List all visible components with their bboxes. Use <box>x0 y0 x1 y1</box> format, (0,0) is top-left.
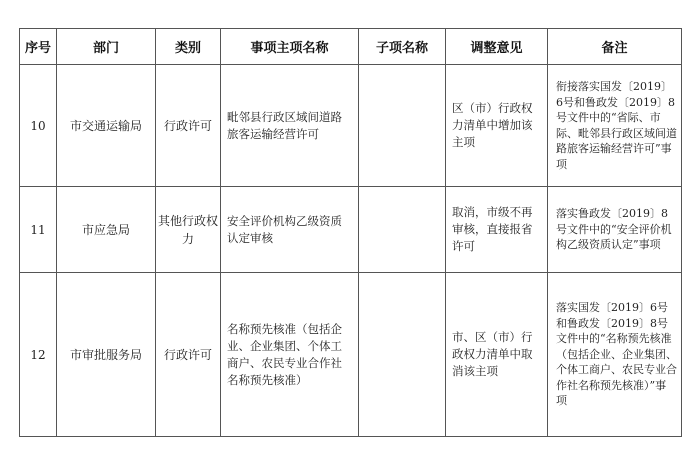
cell-no: 10 <box>20 65 57 187</box>
header-category: 类别 <box>156 29 221 65</box>
table-header-row <box>20 29 682 65</box>
cell-note: 落实鲁政发〔2019〕8号文件中的“安全评价机构乙级资质认定”事项 <box>548 187 682 273</box>
table-row <box>20 273 682 437</box>
cell-sub-item <box>359 187 446 273</box>
header-no: 序号 <box>20 29 57 65</box>
cell-dept: 市交通运输局 <box>57 65 156 187</box>
cell-main-item: 安全评价机构乙级资质认定审核 <box>221 187 359 273</box>
cell-main-item: 毗邻县行政区域间道路旅客运输经营许可 <box>221 65 359 187</box>
adjustment-table <box>19 28 682 437</box>
table-row <box>20 65 682 187</box>
cell-note: 落实国发〔2019〕6号和鲁政发〔2019〕8号文件中的“名称预先核准（包括企业、企业集团、个体工商户、农民专业合作社名称预先核准）”事项 <box>548 273 682 437</box>
cell-main-item: 名称预先核准（包括企业、企业集团、个体工商户、农民专业合作社名称预先核准） <box>221 273 359 437</box>
cell-opinion: 区（市）行政权力清单中增加该主项 <box>446 65 548 187</box>
cell-opinion: 取消，市级不再审核，直接报省许可 <box>446 187 548 273</box>
header-sub-item: 子项名称 <box>359 29 446 65</box>
cell-no: 12 <box>20 273 57 437</box>
cell-category: 行政许可 <box>156 273 221 437</box>
header-dept: 部门 <box>57 29 156 65</box>
table-row <box>20 187 682 273</box>
cell-dept: 市应急局 <box>57 187 156 273</box>
cell-dept: 市审批服务局 <box>57 273 156 437</box>
header-main-item: 事项主项名称 <box>221 29 359 65</box>
cell-note: 衔接落实国发〔2019〕6号和鲁政发〔2019〕8号文件中的“省际、市际、毗邻县行政区域间道路旅客运输经营许可”事项 <box>548 65 682 187</box>
cell-opinion: 市、区（市）行政权力清单中取消该主项 <box>446 273 548 437</box>
header-opinion: 调整意见 <box>446 29 548 65</box>
cell-no: 11 <box>20 187 57 273</box>
header-note: 备注 <box>548 29 682 65</box>
cell-sub-item <box>359 273 446 437</box>
cell-category: 其他行政权力 <box>156 187 221 273</box>
cell-category: 行政许可 <box>156 65 221 187</box>
cell-sub-item <box>359 65 446 187</box>
